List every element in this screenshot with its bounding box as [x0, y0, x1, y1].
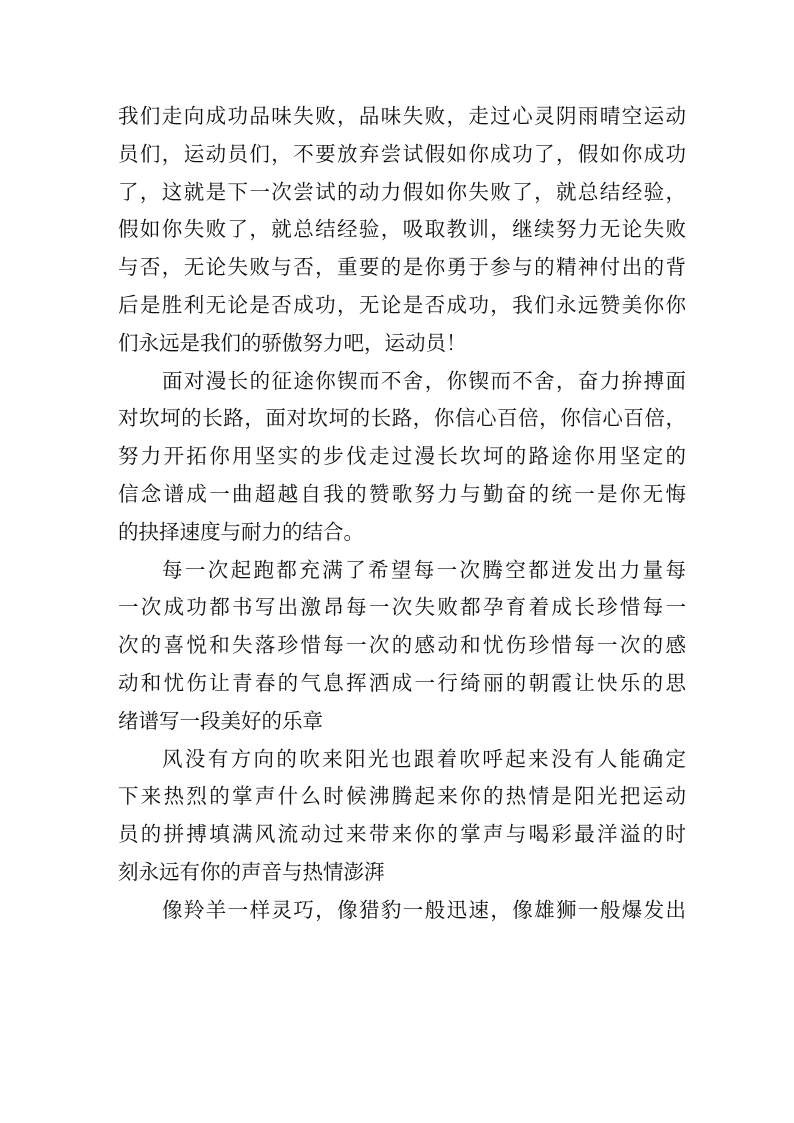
text-line: 面对漫长的征途你锲而不舍，你锲而不舍，奋力拚搏面	[162, 368, 686, 393]
text-line: 努力开拓你用坚实的步伐走过漫长坎坷的路途你用坚定的	[118, 444, 686, 469]
text-line: 后是胜利无论是否成功，无论是否成功，我们永远赞美你你	[118, 292, 686, 317]
text-line: 与否，无论失败与否，重要的是你勇于参与的精神付出的背	[118, 255, 686, 280]
text-line: 下来热烈的掌声什么时候沸腾起来你的热情是阳光把运动	[118, 784, 686, 809]
text-line: 风没有方向的吹来阳光也跟着吹呼起来没有人能确定	[162, 746, 686, 771]
text-line: 的抉择速度与耐力的结合。	[118, 519, 364, 544]
text-line: 一次成功都书写出激昂每一次失败都孕育着成长珍惜每一	[118, 595, 686, 620]
text-line: 刻永远有你的声音与热情澎湃	[118, 859, 385, 884]
text-line: 对坎坷的长路，面对坎坷的长路，你信心百倍，你信心百倍，	[118, 406, 686, 431]
text-line: 们永远是我们的骄傲努力吧，运动员！	[118, 330, 467, 355]
text-line: 假如你失败了，就总结经验，吸取教训，继续努力无论失败	[118, 217, 686, 242]
text-line: 了，这就是下一次尝试的动力假如你失败了，就总结经验，	[118, 179, 686, 204]
text-line: 动和忧伤让青春的气息挥洒成一行绮丽的朝霞让快乐的思	[118, 670, 686, 695]
body-text	[118, 98, 686, 930]
text-line: 员们，运动员们，不要放弃尝试假如你成功了，假如你成功	[118, 141, 686, 166]
text-line: 员的拼搏填满风流动过来带来你的掌声与喝彩最洋溢的时	[118, 822, 686, 847]
text-line: 信念谱成一曲超越自我的赞歌努力与勤奋的统一是你无悔	[118, 481, 686, 506]
text-line: 次的喜悦和失落珍惜每一次的感动和忧伤珍惜每一次的感	[118, 633, 686, 658]
text-line: 绪谱写一段美好的乐章	[118, 708, 323, 733]
text-line: 我们走向成功品味失败，品味失败，走过心灵阴雨晴空运动	[118, 104, 686, 128]
text-line: 每一次起跑都充满了希望每一次腾空都迸发出力量每	[162, 557, 686, 582]
text-line: 像羚羊一样灵巧，像猎豹一般迅速，像雄狮一般爆发出	[162, 897, 686, 922]
